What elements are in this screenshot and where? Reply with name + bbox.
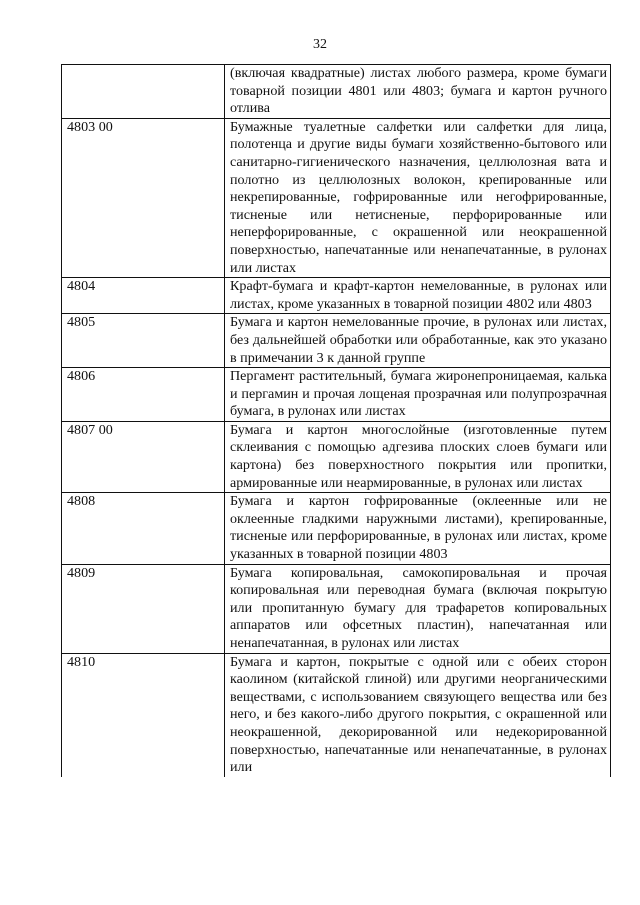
code-cell: 4809 xyxy=(62,564,225,653)
table-row xyxy=(62,653,611,777)
code-cell: 4805 xyxy=(62,314,225,368)
page-number: 32 xyxy=(313,37,327,52)
description-cell: Бумажные туалетные салфетки или салфетки для лица, полотенца и другие виды бумаги хозяйственно-бытового или санитарно-гигиенического назначения, целлюлозная вата и полотно из целлюлозных волокон, крепированные или некрепированные, гофрированные или негофрированные, тисненые или нетисненые, перфорированные или неперфорированные, с окрашенной или неокрашенной поверхностью, напечатанные или ненапечатанные, в рулонах или листах xyxy=(225,118,611,277)
table-row xyxy=(62,278,611,314)
code-cell: 4803 00 xyxy=(62,118,225,277)
table-row xyxy=(62,421,611,492)
code-cell: 4807 00 xyxy=(62,421,225,492)
description-cell: (включая квадратные) листах любого размера, кроме бумаги товарной позиции 4801 или 4803; бумага и картон ручного отлива xyxy=(225,65,611,119)
table-row xyxy=(62,65,611,119)
description-cell: Пергамент растительный, бумага жиронепроницаемая, калька и пергамин и прочая лощеная прозрачная или полупрозрачная бумага, в рулонах или листах xyxy=(225,368,611,422)
code-cell: 4804 xyxy=(62,278,225,314)
tariff-code-table xyxy=(61,64,611,777)
table-row xyxy=(62,564,611,653)
description-cell: Бумага и картон многослойные (изготовленные путем склеивания с помощью адгезива плоских слоев бумаги или картона) без поверхностного покрытия или пропитки, армированные или неармированные, в рулонах или листах xyxy=(225,421,611,492)
description-cell: Бумага копировальная, самокопировальная и прочая копировальная или переводная бумага (включая покрытую или пропитанную бумагу для трафаретов копировальных аппаратов или офсетных пластин), напечатанная или ненапечатанная, в рулонах или листах xyxy=(225,564,611,653)
code-cell: 4808 xyxy=(62,493,225,564)
code-cell: 4806 xyxy=(62,368,225,422)
code-cell xyxy=(62,65,225,119)
code-cell: 4810 xyxy=(62,653,225,777)
description-cell: Бумага и картон немелованные прочие, в рулонах или листах, без дальнейшей обработки или обработанные, как это указано в примечании 3 к данной группе xyxy=(225,314,611,368)
description-cell: Бумага и картон гофрированные (оклеенные или не оклеенные гладкими наружными листами), крепированные, тисненые или перфорированные, в рулонах или листах, кроме указанных в товарной позиции 4803 xyxy=(225,493,611,564)
description-cell: Бумага и картон, покрытые с одной или с обеих сторон каолином (китайской глиной) или другими неорганическими веществами, с использованием связующего вещества или без него, и без какого-либо другого покрытия, с окрашенной или неокрашенной, декорированной или недекорированной поверхностью, напечатанные или ненапечатанные, в рулонах или xyxy=(225,653,611,777)
table-row xyxy=(62,314,611,368)
table-row xyxy=(62,493,611,564)
table-row xyxy=(62,368,611,422)
description-cell: Крафт-бумага и крафт-картон немелованные, в рулонах или листах, кроме указанных в товарной позиции 4802 или 4803 xyxy=(225,278,611,314)
table-row xyxy=(62,118,611,277)
